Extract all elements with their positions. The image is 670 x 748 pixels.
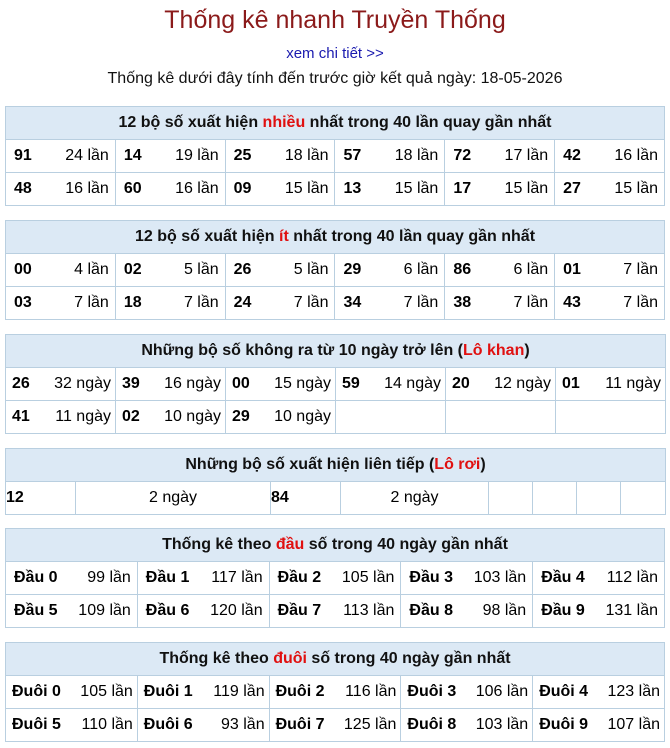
head-stat-cell: Đầu 5 109 lần <box>14 602 131 619</box>
head-stat-cell: Đầu 0 99 lần <box>14 569 131 586</box>
tail-stat-cell: Đuôi 1 119 lần <box>143 683 265 700</box>
table-row <box>6 140 665 173</box>
duoi-header: Thống kê theo đuôi số trong 40 ngày gần nhất <box>6 643 665 676</box>
number-cell: 01 11 ngày <box>562 375 662 392</box>
number-cell: 91 24 lần <box>14 147 109 164</box>
tail-stat-cell: Đuôi 7 125 lần <box>275 716 397 733</box>
empty-cell <box>577 482 621 515</box>
least-frequent-section <box>5 220 665 320</box>
table-row <box>6 562 665 595</box>
lo-roi-section <box>5 448 665 515</box>
table-row <box>6 595 665 628</box>
number-cell: 14 19 lần <box>123 147 219 164</box>
head-stat-cell: Đầu 1 117 lần <box>145 569 263 586</box>
empty-cell <box>446 401 555 433</box>
number-cell: 13 15 lần <box>343 180 439 197</box>
number-cell: 48 16 lần <box>14 180 109 197</box>
page-title: Thống kê nhanh Truyền Thống <box>164 6 506 34</box>
head-stat-cell: Đầu 4 112 lần <box>541 569 658 586</box>
empty-cell <box>556 401 665 433</box>
number-cell: 29 10 ngày <box>232 408 331 425</box>
number-cell: 41 11 ngày <box>12 408 111 425</box>
empty-cell <box>489 482 533 515</box>
number-cell: 59 14 ngày <box>342 375 441 392</box>
tail-stat-cell: Đuôi 8 103 lần <box>407 716 529 733</box>
number-cell: 12 <box>6 482 76 515</box>
lo-khan-section <box>5 334 665 434</box>
tail-stat-cell: Đuôi 3 106 lần <box>407 683 529 700</box>
number-cell: 02 5 lần <box>123 261 219 278</box>
most-frequent-section <box>5 106 665 206</box>
head-stat-cell: Đầu 3 103 lần <box>409 569 527 586</box>
number-cell: 17 15 lần <box>453 180 549 197</box>
number-cell: 39 16 ngày <box>122 375 221 392</box>
tail-stat-cell: Đuôi 6 93 lần <box>143 716 265 733</box>
number-cell: 84 <box>271 482 341 515</box>
table-row <box>6 676 665 709</box>
head-stat-cell: Đầu 7 113 lần <box>277 602 395 619</box>
head-stat-cell: Đầu 2 105 lần <box>277 569 395 586</box>
lo-khan-header: Những bộ số không ra từ 10 ngày trở lên (Lô khan) <box>6 335 666 368</box>
number-cell: 18 7 lần <box>123 294 219 311</box>
number-cell: 72 17 lần <box>453 147 549 164</box>
head-stat-cell: Đầu 8 98 lần <box>409 602 527 619</box>
head-stat-cell: Đầu 6 120 lần <box>145 602 263 619</box>
number-cell: 57 18 lần <box>343 147 439 164</box>
number-cell: 38 7 lần <box>453 294 549 311</box>
empty-cell <box>621 482 666 515</box>
number-cell: 26 32 ngày <box>12 375 111 392</box>
tail-stat-cell: Đuôi 4 123 lần <box>539 683 660 700</box>
tail-stat-cell: Đuôi 9 107 lần <box>539 716 660 733</box>
number-cell: 03 7 lần <box>14 294 109 311</box>
tail-stat-cell: Đuôi 0 105 lần <box>12 683 133 700</box>
value-cell: 2 ngày <box>341 482 489 515</box>
least-frequent-header: 12 bộ số xuất hiện ít nhất trong 40 lần quay gần nhất <box>6 221 665 254</box>
number-cell: 29 6 lần <box>343 261 439 278</box>
table-row <box>6 482 666 515</box>
table-row <box>6 368 666 401</box>
tail-stat-cell: Đuôi 2 116 lần <box>275 683 397 700</box>
number-cell: 25 18 lần <box>233 147 329 164</box>
number-cell: 20 12 ngày <box>452 375 551 392</box>
page-subtitle: Thống kê dưới đây tính đến trước giờ kết quả ngày: 18-05-2026 <box>107 70 563 87</box>
table-row <box>6 173 665 206</box>
lo-roi-header: Những bộ số xuất hiện liên tiếp (Lô rơi) <box>6 449 666 482</box>
number-cell: 42 16 lần <box>563 147 658 164</box>
number-cell: 34 7 lần <box>343 294 439 311</box>
empty-cell <box>336 401 445 433</box>
number-cell: 43 7 lần <box>563 294 658 311</box>
table-row <box>6 709 665 742</box>
dau-header: Thống kê theo đầu số trong 40 ngày gần nhất <box>6 529 665 562</box>
duoi-section <box>5 642 665 742</box>
detail-link-wrap <box>0 45 670 62</box>
number-cell: 26 5 lần <box>233 261 329 278</box>
value-cell: 2 ngày <box>76 482 271 515</box>
table-row <box>6 287 665 320</box>
table-row <box>6 254 665 287</box>
empty-cell <box>533 482 577 515</box>
number-cell: 24 7 lần <box>233 294 329 311</box>
number-cell: 27 15 lần <box>563 180 658 197</box>
dau-section <box>5 528 665 628</box>
number-cell: 09 15 lần <box>233 180 329 197</box>
table-row <box>6 401 666 434</box>
number-cell: 01 7 lần <box>563 261 658 278</box>
view-detail-link[interactable]: xem chi tiết >> <box>286 45 384 62</box>
tail-stat-cell: Đuôi 5 110 lần <box>12 716 133 733</box>
number-cell: 02 10 ngày <box>122 408 221 425</box>
number-cell: 00 15 ngày <box>232 375 331 392</box>
number-cell: 00 4 lần <box>14 261 109 278</box>
most-frequent-header: 12 bộ số xuất hiện nhiều nhất trong 40 lần quay gần nhất <box>6 107 665 140</box>
number-cell: 60 16 lần <box>123 180 219 197</box>
number-cell: 86 6 lần <box>453 261 549 278</box>
head-stat-cell: Đầu 9 131 lần <box>541 602 658 619</box>
